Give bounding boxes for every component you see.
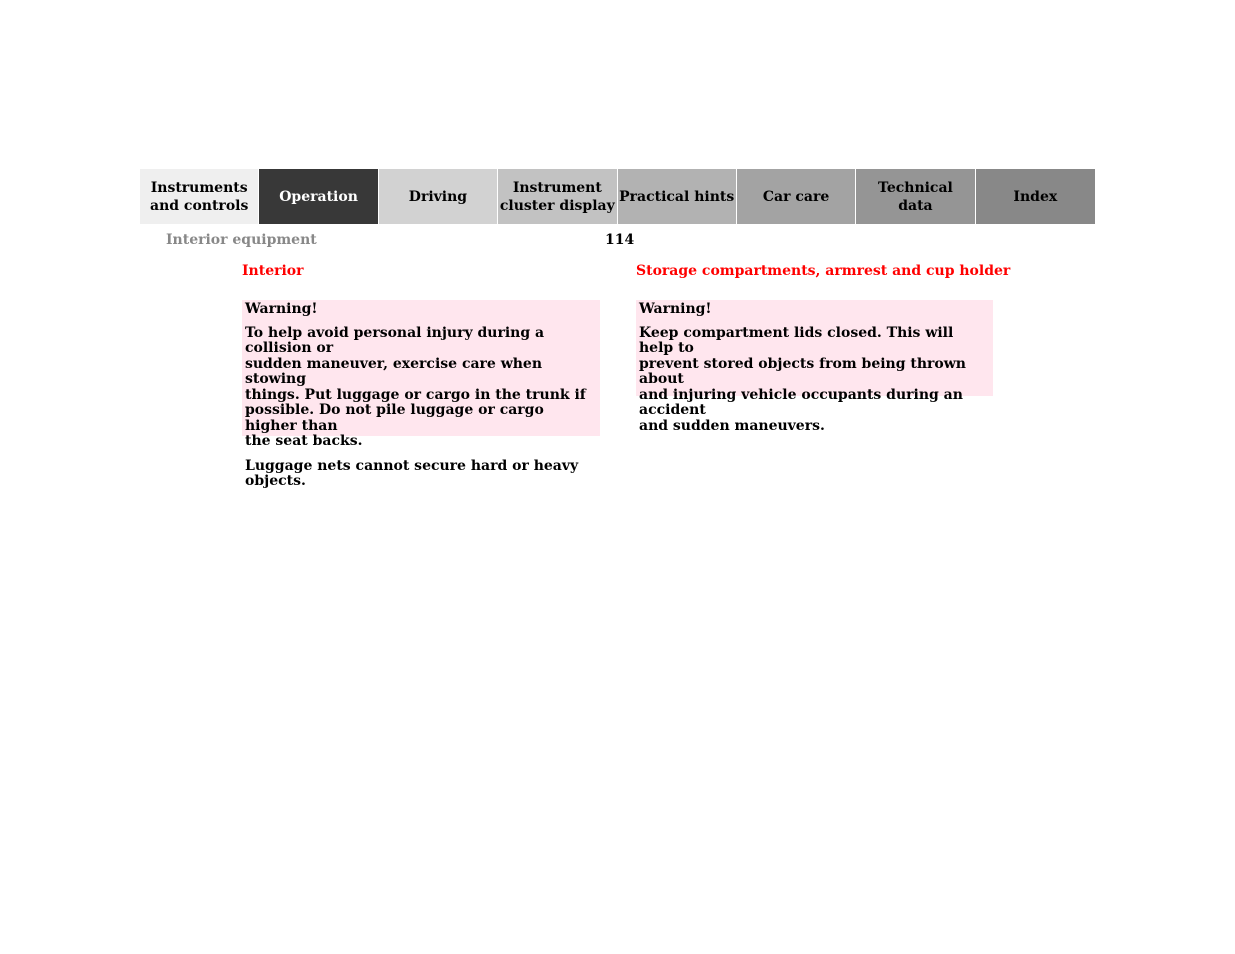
tab-technical-data[interactable]: Technical data [856, 169, 975, 224]
tab-instrument-cluster-display[interactable]: Instrument cluster display [498, 169, 617, 224]
interior-heading: Interior [242, 263, 304, 279]
luggage-net-note: Luggage nets cannot secure hard or heavy objects. [245, 457, 579, 489]
interior-warning-box [242, 300, 600, 489]
page-number: 114 [605, 232, 635, 248]
storage-compartments-heading: Storage compartments, armrest and cup holder [636, 263, 1011, 279]
warning-text-line: sudden maneuver, exercise care when stowing [245, 355, 543, 387]
warning-text-line: To help avoid personal injury during a collision or [245, 324, 545, 356]
warning-text-line: possible. Do not pile luggage or cargo higher than [245, 402, 544, 434]
tab-index[interactable]: Index [976, 169, 1095, 224]
warning-title: Warning! [245, 301, 318, 317]
tab-car-care[interactable]: Car care [737, 169, 856, 224]
warning-text-line: prevent stored objects from being thrown about [639, 355, 966, 387]
warning-text-line: things. Put luggage or cargo in the trunk if [245, 386, 586, 403]
section-title: Interior equipment [166, 232, 317, 248]
warning-text-line: and injuring vehicle occupants during an accident [639, 386, 963, 418]
warning-separator [242, 454, 600, 455]
storage-warning-box [636, 300, 993, 434]
tab-instruments-and-controls[interactable]: Instruments and controls [140, 169, 259, 224]
tab-practical-hints[interactable]: Practical hints [618, 169, 737, 224]
chapter-tab-bar [140, 169, 1095, 224]
tab-driving[interactable]: Driving [379, 169, 498, 224]
warning-text-line: Keep compartment lids closed. This will help to [639, 324, 954, 356]
warning-title: Warning! [639, 301, 712, 317]
warning-text-line: and sudden maneuvers. [639, 417, 825, 434]
tab-operation[interactable]: Operation [259, 169, 378, 224]
warning-text-line: the seat backs. [245, 433, 363, 449]
